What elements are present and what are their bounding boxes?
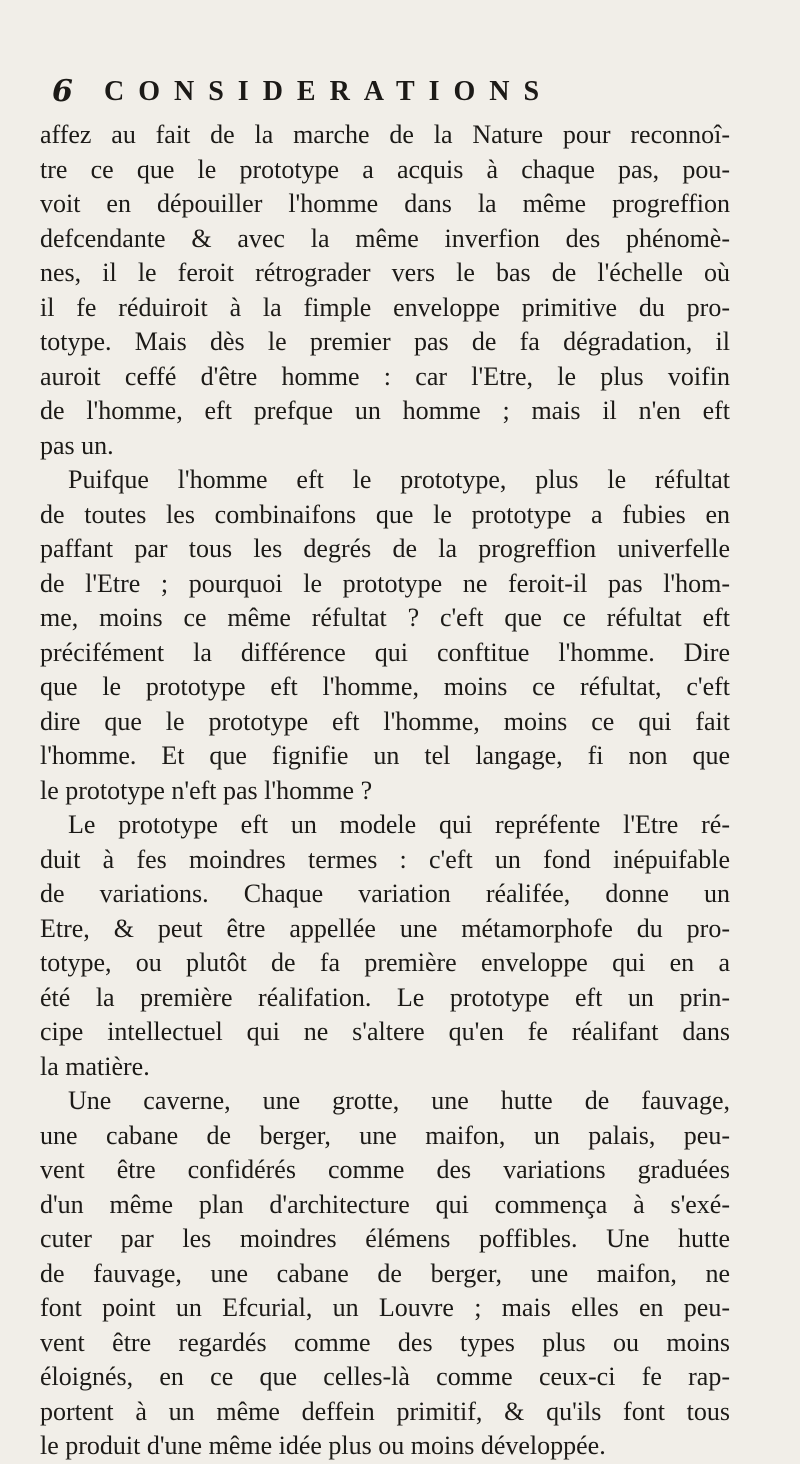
text-line: vent être confidérés comme des variations graduées bbox=[40, 1155, 730, 1184]
text-line: le produit d'une même idée plus ou moins développée. bbox=[40, 1431, 606, 1460]
text-line: duit à fes moindres termes : c'eft un fond inépuifable bbox=[40, 844, 730, 874]
paragraph bbox=[40, 1084, 730, 1464]
text-line: Etre, & peut être appellée une métamorphofe du pro- bbox=[40, 913, 730, 943]
text-line: nes, il le feroit rétrograder vers le bas de l'échelle où bbox=[40, 258, 730, 287]
text-line: defcendante & avec la même inverfion des phénomè- bbox=[40, 223, 730, 253]
body-text bbox=[40, 118, 730, 1464]
text-line: Une caverne, une grotte, une hutte de fauvage, bbox=[68, 1086, 730, 1115]
text-line: été la première réalifation. Le prototype eft un prin- bbox=[40, 982, 730, 1012]
text-line: de l'Etre ; pourquoi le prototype ne feroit-il pas l'hom- bbox=[40, 568, 730, 598]
text-line: de toutes les combinaifons que le prototype a fubies en bbox=[40, 499, 730, 529]
text-line: cipe intellectuel qui ne s'altere qu'en fe réalifant dans bbox=[40, 1017, 730, 1046]
text-line: voit en dépouiller l'homme dans la même progreffion bbox=[40, 189, 730, 218]
text-line: pas un. bbox=[40, 430, 114, 460]
paragraph bbox=[40, 808, 730, 1084]
running-head: CONSIDERATIONS bbox=[104, 76, 554, 107]
text-line: de l'homme, eft prefque un homme ; mais il n'en eft bbox=[40, 396, 730, 425]
text-line: dire que le prototype eft l'homme, moins ce qui fait bbox=[40, 706, 730, 736]
text-line: une cabane de berger, une maifon, un palais, peu- bbox=[40, 1120, 730, 1150]
text-line: la matière. bbox=[40, 1051, 150, 1081]
text-line: totype, ou plutôt de fa première enveloppe qui en a bbox=[40, 948, 730, 977]
text-line: il fe réduiroit à la fimple enveloppe primitive du pro- bbox=[40, 292, 730, 322]
text-line: précifément la différence qui conftitue l'homme. Dire bbox=[40, 637, 730, 667]
paragraph bbox=[40, 463, 730, 808]
text-line: cuter par les moindres élémens poffibles. Une hutte bbox=[40, 1224, 730, 1253]
text-line: l'homme. Et que fignifie un tel langage, fi non que bbox=[40, 741, 730, 770]
text-line: de variations. Chaque variation réalifée, donne un bbox=[40, 879, 730, 908]
text-line: affez au fait de la marche de la Nature pour reconnoî- bbox=[40, 120, 730, 149]
text-line: auroit ceffé d'être homme : car l'Etre, le plus voifin bbox=[40, 361, 730, 391]
text-line: de fauvage, une cabane de berger, une maifon, ne bbox=[40, 1258, 730, 1288]
text-line: d'un même plan d'architecture qui commença à s'exé- bbox=[40, 1189, 730, 1219]
text-line: portent à un même deffein primitif, & qu'ils font tous bbox=[40, 1396, 730, 1426]
text-line: vent être regardés comme des types plus ou moins bbox=[40, 1327, 730, 1357]
paragraph bbox=[40, 118, 730, 463]
page-number: 6 bbox=[52, 74, 73, 109]
text-line: paffant par tous les degrés de la progreffion univerfelle bbox=[40, 534, 730, 563]
text-line: tre ce que le prototype a acquis à chaque pas, pou- bbox=[40, 154, 730, 184]
text-line: Puifque l'homme eft le prototype, plus le réfultat bbox=[68, 465, 730, 494]
text-line: font point un Efcurial, un Louvre ; mais elles en peu- bbox=[40, 1293, 730, 1322]
page-header bbox=[52, 72, 712, 112]
text-line: éloignés, en ce que celles-là comme ceux-ci fe rap- bbox=[40, 1362, 730, 1391]
text-line: me, moins ce même réfultat ? c'eft que ce réfultat eft bbox=[40, 603, 730, 632]
text-line: le prototype n'eft pas l'homme ? bbox=[40, 775, 373, 805]
text-line: totype. Mais dès le premier pas de fa dégradation, il bbox=[40, 327, 730, 356]
text-line: Le prototype eft un modele qui repréfente l'Etre ré- bbox=[68, 810, 730, 839]
text-line: que le prototype eft l'homme, moins ce réfultat, c'eft bbox=[40, 672, 730, 701]
